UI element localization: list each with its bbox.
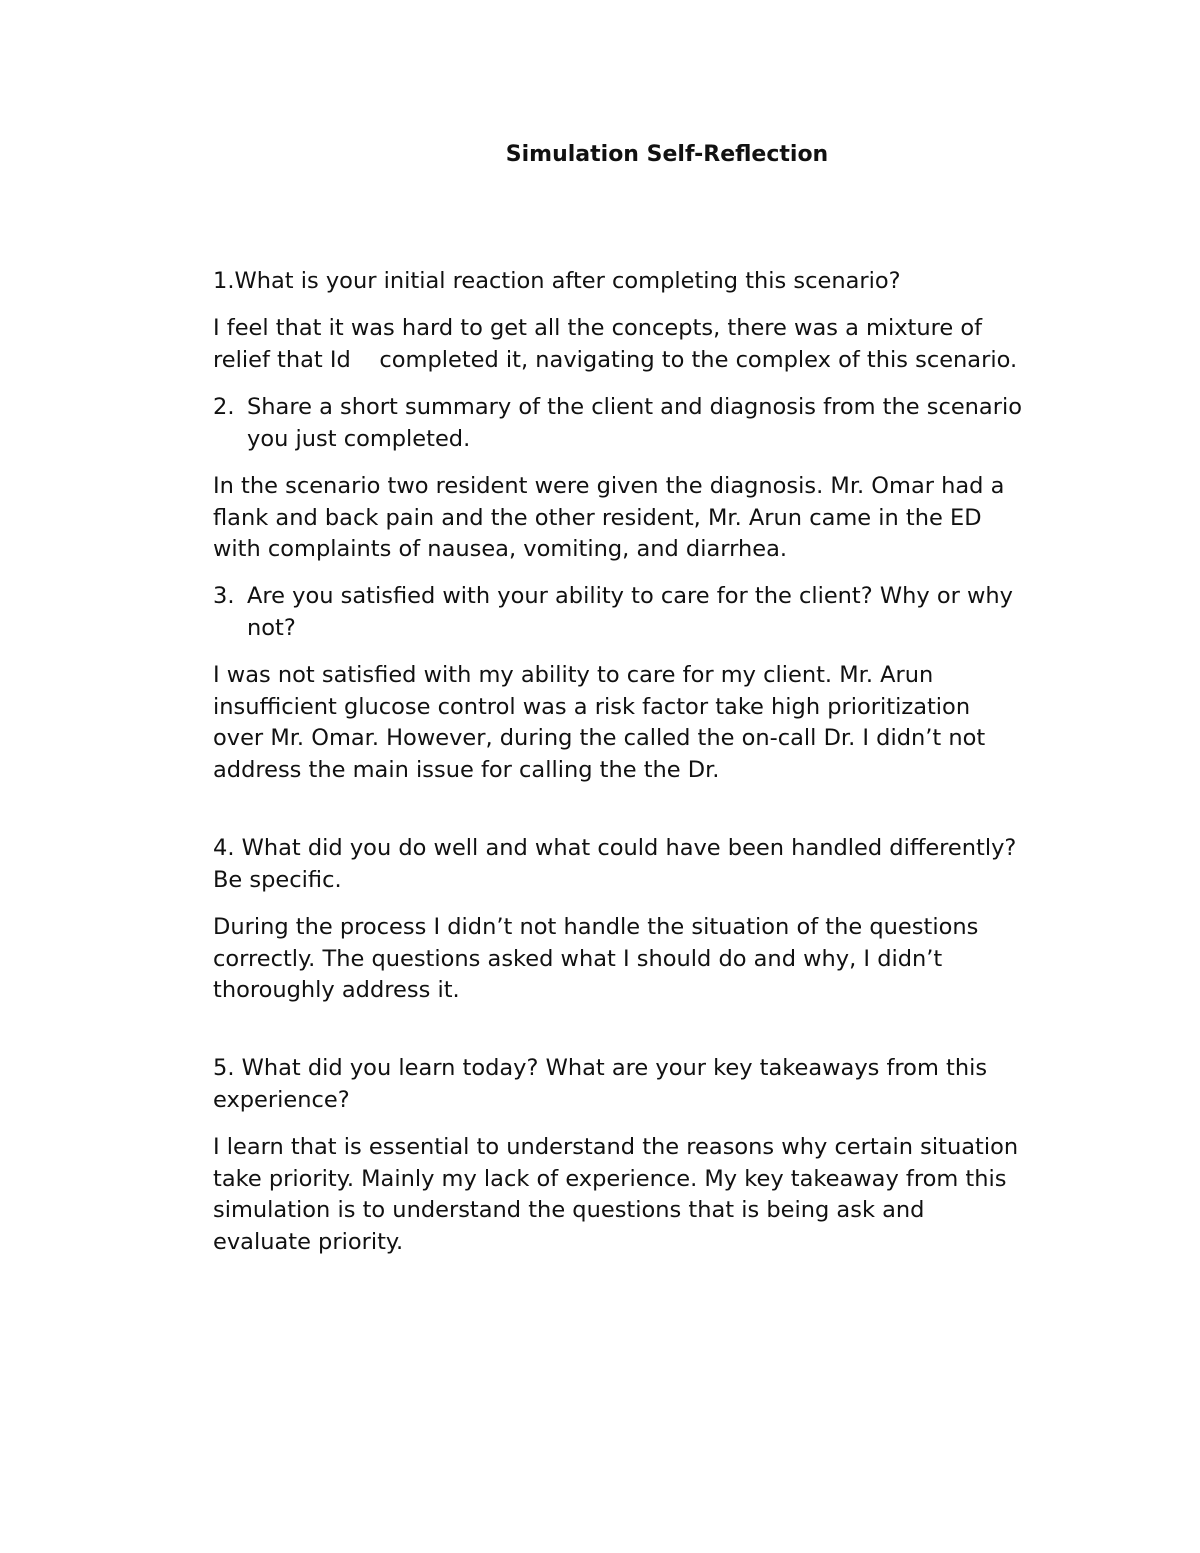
question-3-line-1: Are you satisfied with your ability to care for the client? Why or why [247, 583, 1013, 609]
question-2-line-2: you just completed. [247, 425, 471, 452]
question-5 [213, 1053, 1093, 1116]
answer-5-line-4: evaluate priority. [213, 1228, 404, 1255]
question-3 [213, 581, 1093, 644]
answer-1-line-2: relief that Id completed it, navigating to the complex of this scenario. [213, 346, 1018, 373]
question-1-text: 1.What is your initial reaction after completing this scenario? [213, 268, 901, 294]
question-2 [213, 392, 1093, 455]
answer-3-line-4: address the main issue for calling the the Dr. [213, 756, 720, 783]
question-4 [213, 833, 1093, 896]
question-2-line-1: Share a short summary of the client and diagnosis from the scenario [247, 394, 1022, 420]
answer-5-line-2: take priority. Mainly my lack of experience. My key takeaway from this [213, 1165, 1007, 1192]
answer-2 [213, 471, 1093, 566]
answer-3-line-3: over Mr. Omar. However, during the called the on-call Dr. I didn’t not [213, 725, 986, 751]
question-4-line-1: 4. What did you do well and what could have been handled differently? [213, 835, 1017, 861]
document-title: Simulation Self-Reflection [505, 142, 829, 167]
answer-2-line-1: In the scenario two resident were given the diagnosis. Mr. Omar had a [213, 473, 1005, 499]
answer-3-line-1: I was not satisfied with my ability to care for my client. Mr. Arun [213, 662, 934, 688]
answer-3-line-2: insufficient glucose control was a risk factor take high prioritization [213, 693, 971, 720]
question-5-line-1: 5. What did you learn today? What are your key takeaways from this [213, 1055, 988, 1081]
question-1 [213, 266, 1093, 298]
answer-2-line-2: flank and back pain and the other resident, Mr. Arun came in the ED [213, 504, 982, 531]
answer-4-line-3: thoroughly address it. [213, 977, 460, 1003]
answer-4-line-2: correctly. The questions asked what I should do and why, I didn’t [213, 945, 943, 972]
answer-4-line-1: During the process I didn’t not handle the situation of the questions [213, 914, 979, 940]
question-3-line-2: not? [247, 614, 296, 641]
question-3-number: 3. [213, 583, 235, 609]
question-5-line-2: experience? [213, 1086, 350, 1113]
answer-3 [213, 660, 1093, 786]
answer-4 [213, 912, 1093, 1007]
question-4-line-2: Be specific. [213, 866, 342, 893]
answer-1-line-1: I feel that it was hard to get all the concepts, there was a mixture of [213, 315, 983, 341]
answer-1 [213, 313, 1093, 376]
answer-5-line-1: I learn that is essential to understand the reasons why certain situation [213, 1134, 1019, 1160]
question-2-number: 2. [213, 394, 235, 420]
answer-5-line-3: simulation is to understand the questions that is being ask and [213, 1197, 925, 1223]
answer-2-line-3: with complaints of nausea, vomiting, and diarrhea. [213, 536, 788, 562]
answer-5 [213, 1132, 1093, 1258]
